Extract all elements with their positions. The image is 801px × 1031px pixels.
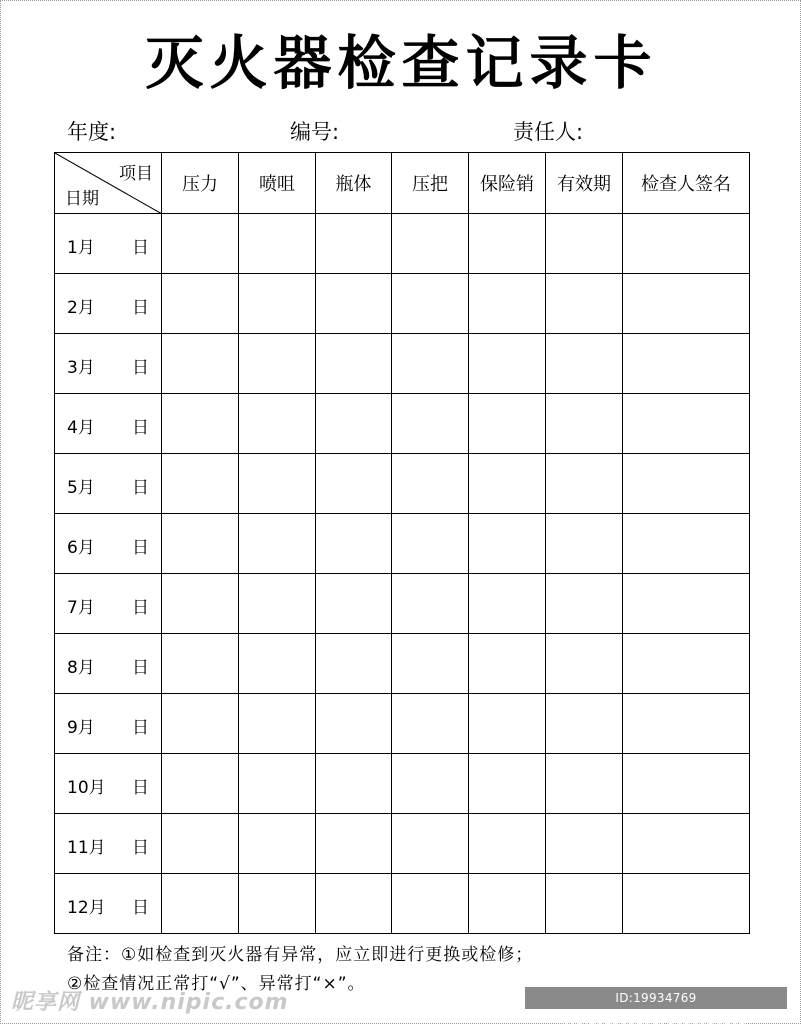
month-label: 3月 <box>67 358 95 378</box>
table-row <box>55 514 750 574</box>
table-row <box>55 634 750 694</box>
month-label: 2月 <box>67 298 95 318</box>
entry-cell[interactable] <box>392 454 469 514</box>
entry-cell[interactable] <box>316 814 392 874</box>
entry-cell[interactable] <box>623 514 750 574</box>
day-label: 日 <box>132 538 149 558</box>
entry-cell[interactable] <box>392 574 469 634</box>
entry-cell[interactable] <box>162 214 239 274</box>
month-label: 12月 <box>67 898 106 918</box>
entry-cell[interactable] <box>316 574 392 634</box>
number-label: 编号: <box>290 120 340 144</box>
inspection-table <box>54 152 750 934</box>
entry-cell[interactable] <box>546 694 623 754</box>
entry-cell[interactable] <box>623 574 750 634</box>
entry-cell[interactable] <box>392 874 469 934</box>
entry-cell[interactable] <box>392 814 469 874</box>
date-cell <box>55 214 162 274</box>
entry-cell[interactable] <box>469 874 546 934</box>
entry-cell[interactable] <box>623 454 750 514</box>
entry-cell[interactable] <box>469 754 546 814</box>
table-row <box>55 334 750 394</box>
entry-cell[interactable] <box>469 214 546 274</box>
entry-cell[interactable] <box>623 694 750 754</box>
date-cell <box>55 874 162 934</box>
entry-cell[interactable] <box>239 574 316 634</box>
watermark-brand: 昵享网 www.nipic.com <box>11 990 289 1015</box>
date-cell <box>55 334 162 394</box>
entry-cell[interactable] <box>316 214 392 274</box>
card-title: 灭火器检查记录卡 <box>145 29 658 97</box>
month-label: 11月 <box>67 838 106 858</box>
entry-cell[interactable] <box>392 274 469 334</box>
entry-cell[interactable] <box>239 394 316 454</box>
entry-cell[interactable] <box>469 454 546 514</box>
day-label: 日 <box>132 478 149 498</box>
month-label: 6月 <box>67 538 95 558</box>
entry-cell[interactable] <box>623 214 750 274</box>
entry-cell[interactable] <box>623 754 750 814</box>
entry-cell[interactable] <box>546 454 623 514</box>
entry-cell[interactable] <box>239 274 316 334</box>
entry-cell[interactable] <box>316 274 392 334</box>
table-row <box>55 454 750 514</box>
month-label: 4月 <box>67 418 95 438</box>
date-cell <box>55 814 162 874</box>
entry-cell[interactable] <box>239 694 316 754</box>
entry-cell[interactable] <box>392 634 469 694</box>
date-cell <box>55 694 162 754</box>
column-header: 检查人签名 <box>623 153 750 214</box>
date-cell <box>55 634 162 694</box>
entry-cell[interactable] <box>239 214 316 274</box>
diagonal-corner-cell <box>55 153 162 214</box>
entry-cell[interactable] <box>239 454 316 514</box>
entry-cell[interactable] <box>162 514 239 574</box>
corner-item-label: 项目 <box>119 164 153 184</box>
column-header: 喷咀 <box>239 153 316 214</box>
entry-cell[interactable] <box>546 214 623 274</box>
date-cell <box>55 754 162 814</box>
day-label: 日 <box>132 598 149 618</box>
entry-cell[interactable] <box>392 214 469 274</box>
date-cell <box>55 274 162 334</box>
table-row <box>55 754 750 814</box>
entry-cell[interactable] <box>469 814 546 874</box>
entry-cell[interactable] <box>239 334 316 394</box>
month-label: 8月 <box>67 658 95 678</box>
entry-cell[interactable] <box>546 394 623 454</box>
table-row <box>55 874 750 934</box>
entry-cell[interactable] <box>546 574 623 634</box>
month-label: 7月 <box>67 598 95 618</box>
table-row <box>55 574 750 634</box>
year-label: 年度: <box>67 120 117 144</box>
entry-cell[interactable] <box>623 634 750 694</box>
entry-cell[interactable] <box>469 694 546 754</box>
date-cell <box>55 394 162 454</box>
entry-cell[interactable] <box>392 394 469 454</box>
entry-cell[interactable] <box>239 874 316 934</box>
entry-cell[interactable] <box>623 394 750 454</box>
entry-cell[interactable] <box>546 514 623 574</box>
entry-cell[interactable] <box>162 574 239 634</box>
table-row <box>55 394 750 454</box>
entry-cell[interactable] <box>316 694 392 754</box>
entry-cell[interactable] <box>469 334 546 394</box>
note-line-2: ②检查情况正常打“√”、异常打“×”。 <box>67 974 366 994</box>
corner-date-label: 日期 <box>65 189 99 209</box>
column-header: 压把 <box>392 153 469 214</box>
note-line-1: 备注：①如检查到灭火器有异常，应立即进行更换或检修； <box>67 945 534 965</box>
entry-cell[interactable] <box>392 694 469 754</box>
entry-cell[interactable] <box>162 874 239 934</box>
table-row <box>55 814 750 874</box>
date-cell <box>55 574 162 634</box>
entry-cell[interactable] <box>162 334 239 394</box>
entry-cell[interactable] <box>162 634 239 694</box>
responsible-person-label: 责任人: <box>513 120 584 144</box>
table-row <box>55 214 750 274</box>
day-label: 日 <box>132 418 149 438</box>
day-label: 日 <box>132 838 149 858</box>
day-label: 日 <box>132 298 149 318</box>
entry-cell[interactable] <box>162 274 239 334</box>
entry-cell[interactable] <box>162 754 239 814</box>
table-row <box>55 694 750 754</box>
entry-cell[interactable] <box>469 274 546 334</box>
table-body <box>55 214 750 934</box>
entry-cell[interactable] <box>239 814 316 874</box>
month-label: 9月 <box>67 718 95 738</box>
entry-cell[interactable] <box>239 754 316 814</box>
day-label: 日 <box>132 778 149 798</box>
entry-cell[interactable] <box>316 514 392 574</box>
entry-cell[interactable] <box>392 514 469 574</box>
entry-cell[interactable] <box>316 634 392 694</box>
column-header: 瓶体 <box>316 153 392 214</box>
entry-cell[interactable] <box>469 574 546 634</box>
entry-cell[interactable] <box>546 634 623 694</box>
entry-cell[interactable] <box>546 334 623 394</box>
watermark-id: ID:19934769 NO:20250329173056936105 <box>525 987 787 1009</box>
entry-cell[interactable] <box>469 394 546 454</box>
entry-cell[interactable] <box>469 634 546 694</box>
column-header: 有效期 <box>546 153 623 214</box>
day-label: 日 <box>132 658 149 678</box>
entry-cell[interactable] <box>162 394 239 454</box>
column-header: 压力 <box>162 153 239 214</box>
date-cell <box>55 514 162 574</box>
entry-cell[interactable] <box>316 334 392 394</box>
month-label: 5月 <box>67 478 95 498</box>
entry-cell[interactable] <box>162 814 239 874</box>
entry-cell[interactable] <box>392 754 469 814</box>
entry-cell[interactable] <box>316 394 392 454</box>
table-header-row <box>55 153 750 214</box>
day-label: 日 <box>132 238 149 258</box>
entry-cell[interactable] <box>316 874 392 934</box>
entry-cell[interactable] <box>316 754 392 814</box>
month-label: 1月 <box>67 238 95 258</box>
entry-cell[interactable] <box>546 754 623 814</box>
entry-cell[interactable] <box>469 514 546 574</box>
entry-cell[interactable] <box>239 634 316 694</box>
entry-cell[interactable] <box>162 694 239 754</box>
column-header: 保险销 <box>469 153 546 214</box>
entry-cell[interactable] <box>392 334 469 394</box>
entry-cell[interactable] <box>239 514 316 574</box>
entry-cell[interactable] <box>316 454 392 514</box>
month-label: 10月 <box>67 778 106 798</box>
entry-cell[interactable] <box>623 874 750 934</box>
entry-cell[interactable] <box>546 814 623 874</box>
day-label: 日 <box>132 718 149 738</box>
date-cell <box>55 454 162 514</box>
day-label: 日 <box>132 898 149 918</box>
entry-cell[interactable] <box>162 454 239 514</box>
entry-cell[interactable] <box>546 274 623 334</box>
day-label: 日 <box>132 358 149 378</box>
entry-cell[interactable] <box>546 874 623 934</box>
entry-cell[interactable] <box>623 274 750 334</box>
entry-cell[interactable] <box>623 334 750 394</box>
entry-cell[interactable] <box>623 814 750 874</box>
table-row <box>55 274 750 334</box>
